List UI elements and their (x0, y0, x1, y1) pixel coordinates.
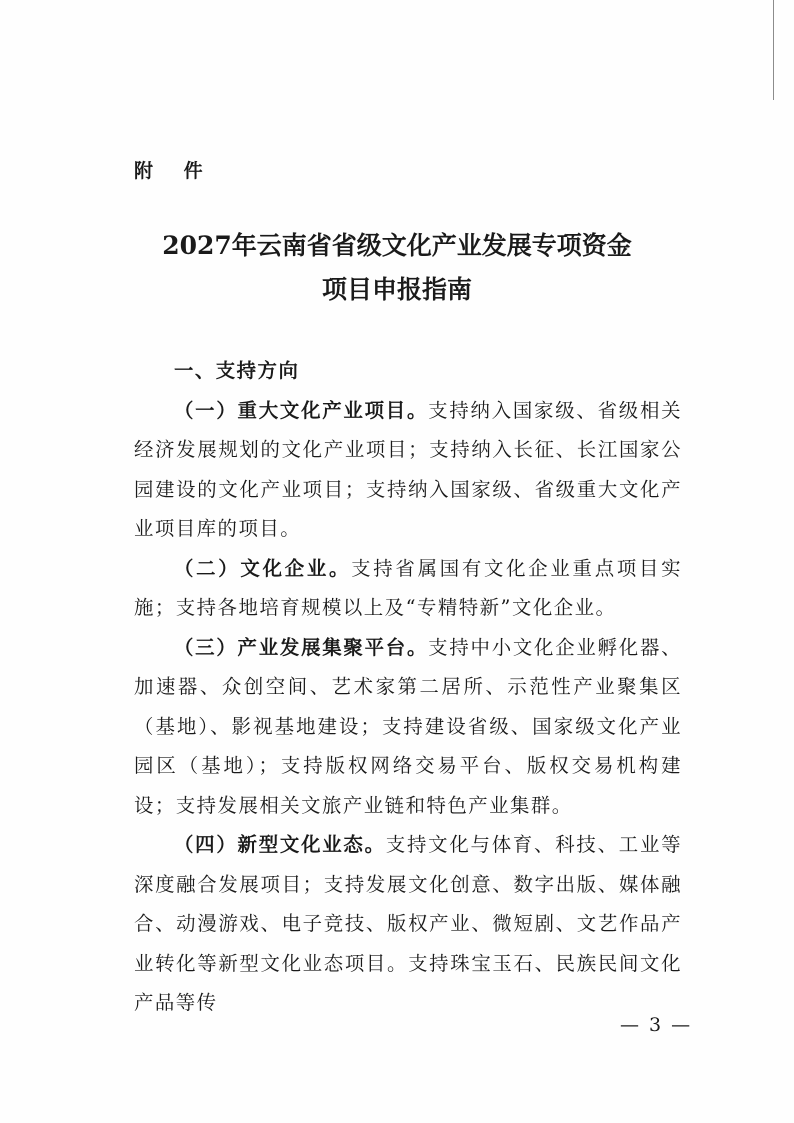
paragraph-3 (134, 628, 682, 826)
scan-edge-line (773, 0, 774, 100)
document-body (134, 351, 682, 1023)
document-title (0, 224, 794, 312)
paragraph-4 (134, 825, 682, 1023)
attachment-label: 附 件 (134, 160, 215, 182)
title-line-1: 2027年云南省省级文化产业发展专项资金 (162, 231, 632, 260)
paragraph-1-lead: （一）重大文化产业项目。 (174, 398, 429, 422)
paragraph-3-lead: （三）产业发展集聚平台。 (174, 635, 429, 659)
paragraph-4-text: 支持文化与体育、科技、工业等深度融合发展项目；支持发展文化创意、数字出版、媒体融合、动漫游戏、电子竞技、版权产业、微短剧、文艺作品产业转化等新型文化业态项目。支持珠宝玉石、民族民间文化产品等传 (134, 833, 683, 1014)
section-heading: 一、支持方向 (174, 359, 300, 382)
paragraph-2 (134, 549, 682, 628)
paragraph-3-text: 支持中小文化企业孵化器、加速器、众创空间、艺术家第二居所、示范性产业聚集区（基地）、影视基地建设；支持建设省级、国家级文化产业园区（基地）；支持版权网络交易平台、版权交易机构建设；支持发展相关文旅产业链和特色产业集群。 (134, 635, 683, 817)
paragraph-4-lead: （四）新型文化业态。 (174, 833, 386, 856)
paragraph-1-text: 支持纳入国家级、省级相关经济发展规划的文化产业项目；支持纳入长征、长江国家公园建设的文化产业项目；支持纳入国家级、省级重大文化产业项目库的项目。 (134, 398, 683, 540)
page-number: — 3 — (620, 1014, 693, 1036)
paragraph-2-lead: （二）文化企业。 (174, 556, 352, 580)
paragraph-2-text: 支持省属国有文化企业重点项目实施；支持各地培育规模以上及“专精特新”文化企业。 (134, 556, 683, 619)
paragraph-1 (134, 391, 682, 549)
title-line-2: 项目申报指南 (321, 275, 472, 304)
